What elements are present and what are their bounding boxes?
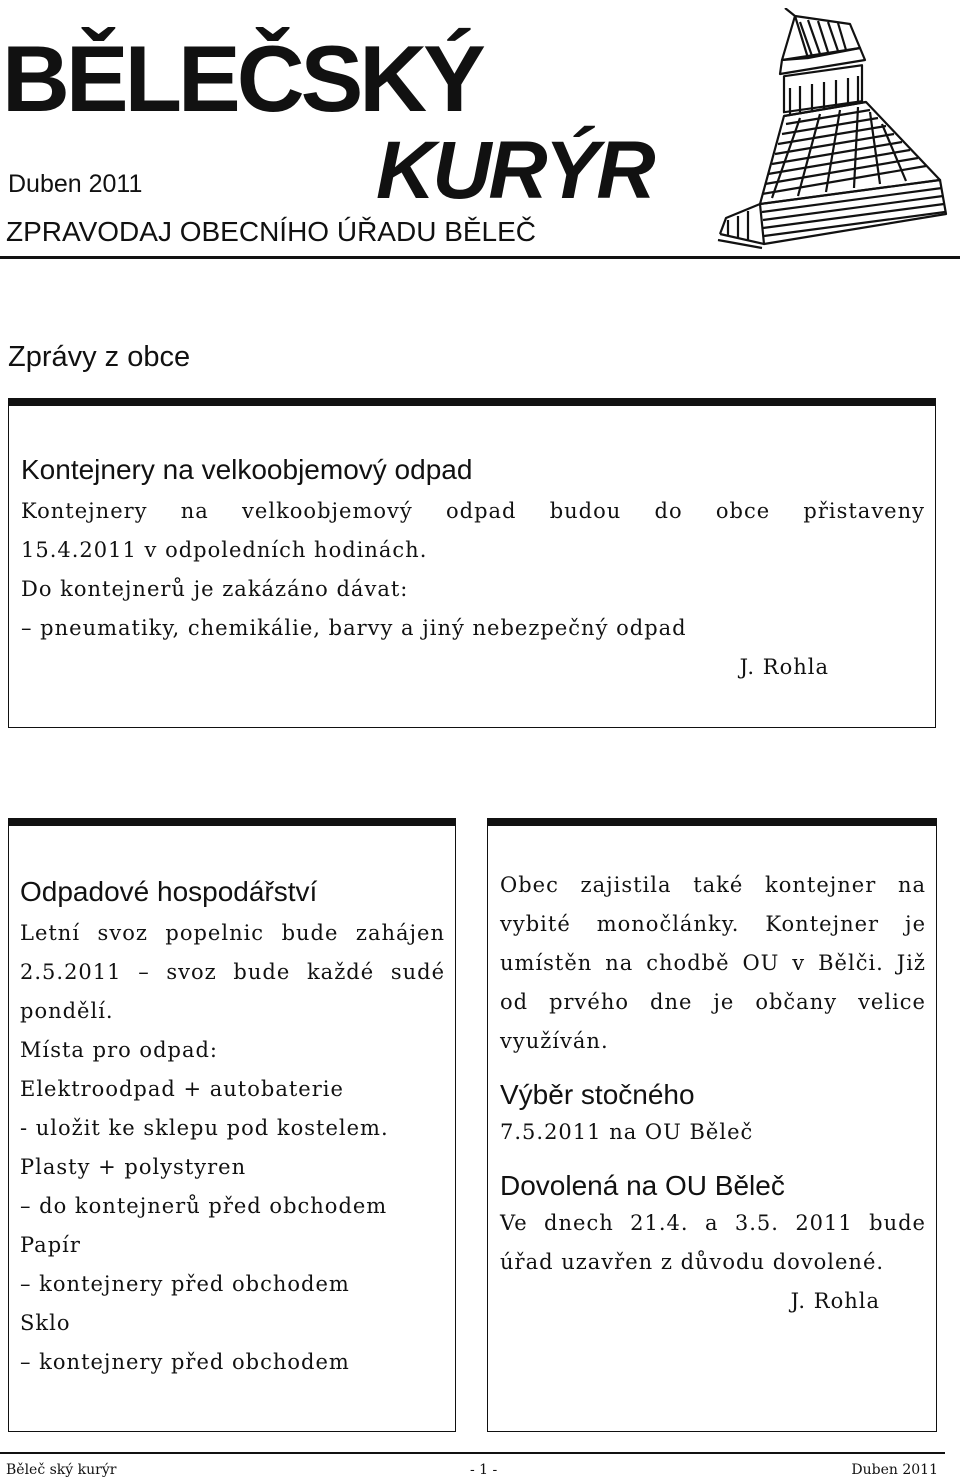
article-box-containers (8, 398, 936, 728)
article-text-line: – pneumatiky, chemikálie, barvy a jiný nebezpečný odpad (21, 616, 687, 641)
newspaper-title-second-line: KURÝR (376, 125, 653, 216)
article-box-waste (8, 818, 456, 1432)
masthead-divider (0, 256, 960, 259)
waste-item: Papír (20, 1233, 81, 1258)
section-heading: Zprávy z obce (8, 341, 191, 373)
article-heading-waste: Odpadové hospodářství (20, 876, 318, 907)
article-text-holiday: Ve dnech 21.4. a 3.5. 2011 bude úřad uzavřen z důvodu dovolené. (500, 1211, 926, 1275)
waste-item: Plasty + polystyren (20, 1155, 247, 1180)
issue-date: Duben 2011 (8, 170, 143, 198)
waste-item-detail: – do kontejnerů před obchodem (20, 1194, 388, 1219)
newspaper-title: BĚLEČSKÝ (2, 26, 482, 131)
article-box-right (487, 818, 937, 1432)
newspaper-subtitle: ZPRAVODAJ OBECNÍHO ÚŘADU BĚLEČ (6, 216, 537, 247)
article-heading-sewage: Výběr stočného (500, 1079, 695, 1110)
article-heading-holiday: Dovolená na OU Běleč (500, 1170, 785, 1202)
footer-issue-date: Duben 2011 (851, 1462, 938, 1478)
footer-divider (0, 1452, 945, 1454)
article-signature: J. Rohla (790, 1289, 880, 1314)
footer-page-number: - 1 - (470, 1462, 498, 1478)
waste-item-detail: - uložit ke sklepu pod kostelem. (20, 1116, 389, 1141)
article-text-batteries: Obec zajistila také kontejner na vybité monočlánky. Kontejner je umístěn na chodbě OU v Bělči. Již od prvého dne je občany velice využíván. (500, 873, 926, 1053)
article-heading-containers: Kontejnery na velkoobjemový odpad (21, 454, 473, 485)
article-text-line: Do kontejnerů je zakázáno dávat: (21, 577, 409, 602)
article-text-intro: Letní svoz popelnic bude zahájen 2.5.2011 – svoz bude každé sudé pondělí. (20, 921, 445, 1024)
masthead (0, 0, 960, 262)
waste-item: Elektroodpad + autobaterie (20, 1077, 344, 1102)
article-text-line: Místa pro odpad: (20, 1038, 218, 1063)
waste-item-detail: – kontejnery před obchodem (20, 1350, 350, 1375)
footer-publication-name: Běleč ský kurýr (6, 1462, 117, 1478)
waste-item-detail: – kontejnery před obchodem (20, 1272, 350, 1297)
article-signature: J. Rohla (739, 655, 829, 680)
article-text-sewage: 7.5.2011 na OU Běleč (500, 1120, 754, 1145)
waste-item: Sklo (20, 1311, 71, 1336)
bell-tower-logo-icon (700, 8, 955, 256)
article-text-line: 15.4.2011 v odpoledních hodinách. (21, 538, 428, 563)
article-text-line: Kontejnery na velkoobjemový odpad budou do obce přistaveny (21, 499, 925, 524)
